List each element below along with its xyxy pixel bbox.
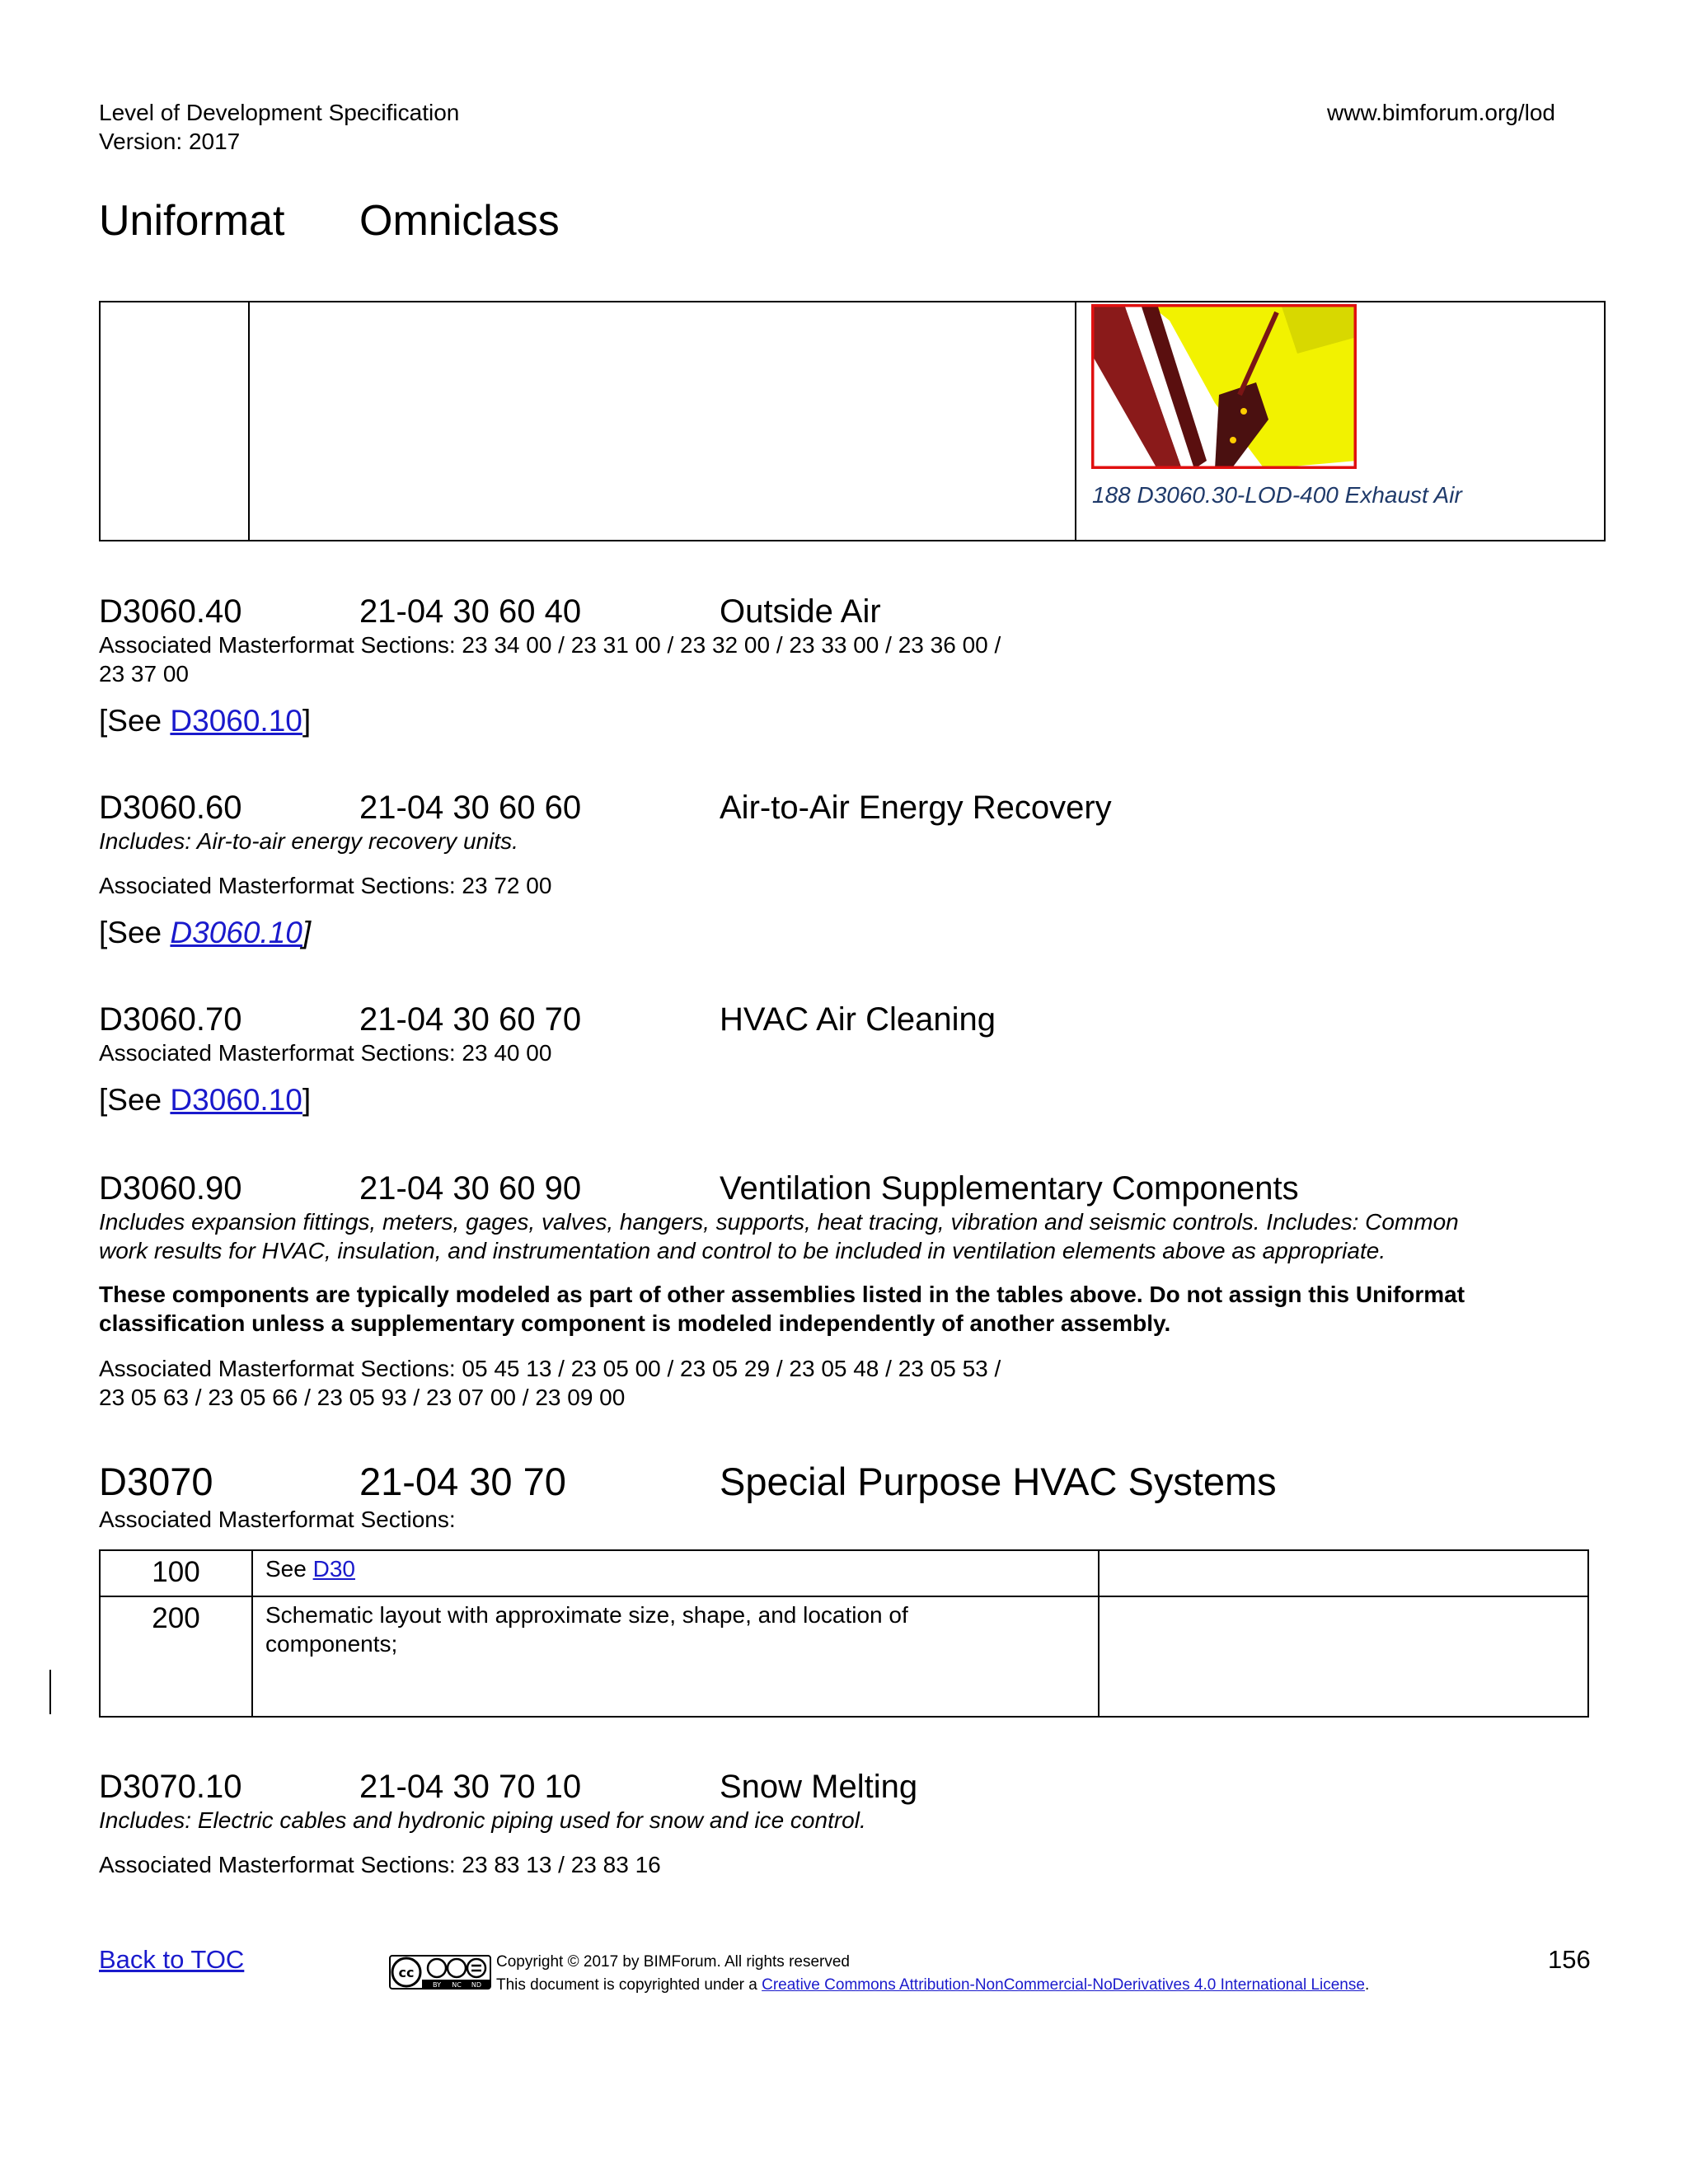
section-omniclass: 21-04 30 70 10 xyxy=(359,1769,582,1805)
section-omniclass: 21-04 30 60 70 xyxy=(359,1001,582,1038)
masterformat-sections: Associated Masterformat Sections: 05 45 13 / 23 05 00 / 23 05 29 / 23 05 48 / 23 05 53 / xyxy=(99,1356,1001,1381)
see-prefix: [See xyxy=(99,704,171,738)
copyright-notice: Copyright © 2017 by BIMForum. All rights reserved xyxy=(496,1953,851,1971)
section-omniclass: 21-04 30 60 60 xyxy=(359,790,582,826)
heading-omniclass: Omniclass xyxy=(359,197,560,245)
lod-description: Schematic layout with approximate size, shape, and location of xyxy=(265,1602,908,1628)
cc-by-nc-nd-icon xyxy=(389,1955,491,1990)
section-code: D3060.60 xyxy=(99,790,242,826)
see-link-d3060-10[interactable]: D3060.10 xyxy=(170,916,302,949)
lod-description xyxy=(265,1554,355,1583)
section-title: Air-to-Air Energy Recovery xyxy=(720,790,1112,826)
section-omniclass: 21-04 30 70 xyxy=(359,1460,566,1503)
table-divider xyxy=(1075,302,1076,540)
exhaust-air-illustration xyxy=(1091,304,1357,469)
section-omniclass: 21-04 30 60 40 xyxy=(359,593,582,630)
lod-level: 100 xyxy=(152,1556,200,1588)
see-prefix: [See xyxy=(99,916,171,949)
section-title: Snow Melting xyxy=(720,1769,918,1805)
masterformat-sections: Associated Masterformat Sections: xyxy=(99,1507,456,1532)
license-link[interactable]: Creative Commons Attribution-NonCommercial-NoDerivatives 4.0 International License xyxy=(762,1976,1365,1994)
license-prefix: This document is copyrighted under a xyxy=(496,1976,762,1994)
table-row-divider xyxy=(101,1596,1587,1597)
section-includes: Includes: Electric cables and hydronic piping used for snow and ice control. xyxy=(99,1807,866,1833)
figure-exhaust-air xyxy=(1091,304,1357,469)
text-cursor xyxy=(49,1670,51,1714)
section-code: D3070.10 xyxy=(99,1769,242,1805)
section-omniclass: 21-04 30 60 90 xyxy=(359,1170,582,1207)
lod-description-cont: components; xyxy=(265,1631,398,1657)
section-code: D3070 xyxy=(99,1460,213,1503)
lod-level: 200 xyxy=(152,1602,200,1634)
section-code: D3060.70 xyxy=(99,1001,242,1038)
see-link-d3060-10[interactable]: D3060.10 xyxy=(170,1083,302,1117)
lod-table xyxy=(99,1549,1589,1718)
section-title: Special Purpose HVAC Systems xyxy=(720,1460,1277,1503)
masterformat-sections: Associated Masterformat Sections: 23 40 00 xyxy=(99,1040,552,1066)
section-includes: Includes expansion fittings, meters, gages, valves, hangers, supports, heat tracing, vibration and seismic controls. Includes: Common xyxy=(99,1209,1459,1235)
cc-license-badge[interactable] xyxy=(389,1955,491,1990)
masterformat-sections-cont: 23 37 00 xyxy=(99,661,189,687)
see-suffix: ] xyxy=(302,1083,312,1117)
license-notice xyxy=(496,1975,1369,1995)
table-col-divider xyxy=(1098,1551,1100,1716)
section-includes-cont: work results for HVAC, insulation, and instrumentation and control to be included in ventilation elements above as appropriate. xyxy=(99,1238,1386,1263)
page-number: 156 xyxy=(1548,1945,1591,1974)
section-title: Outside Air xyxy=(720,593,881,630)
section-title: Ventilation Supplementary Components xyxy=(720,1170,1299,1207)
table-col-divider xyxy=(251,1551,253,1716)
see-link-d3060-10[interactable]: D3060.10 xyxy=(170,704,302,738)
see-prefix: [See xyxy=(99,1083,171,1117)
masterformat-sections: Associated Masterformat Sections: 23 72 00 xyxy=(99,873,552,898)
cc-nc-label: NC xyxy=(452,1981,462,1989)
doc-title: Level of Development Specification xyxy=(99,100,460,125)
table-divider xyxy=(248,302,250,540)
see-link-d30[interactable]: D30 xyxy=(312,1556,355,1582)
see-reference xyxy=(99,1082,311,1118)
masterformat-sections: Associated Masterformat Sections: 23 34 00 / 23 31 00 / 23 32 00 / 23 33 00 / 23 36 00 / xyxy=(99,632,1001,658)
cc-by-label: BY xyxy=(433,1981,441,1989)
doc-version: Version: 2017 xyxy=(99,129,241,154)
section-title: HVAC Air Cleaning xyxy=(720,1001,996,1038)
section-code: D3060.40 xyxy=(99,593,242,630)
cc-glyph: cc xyxy=(398,1965,415,1980)
see-reference xyxy=(99,703,311,739)
header-url: www.bimforum.org/lod xyxy=(1327,100,1555,125)
heading-uniformat: Uniformat xyxy=(99,197,285,245)
section-note: These components are typically modeled as part of other assemblies listed in the tables above. Do not assign this Uniformat xyxy=(99,1282,1465,1307)
section-note-cont: classification unless a supplementary component is modeled independently of another assembly. xyxy=(99,1310,1171,1336)
cc-nd-label: ND xyxy=(471,1981,482,1989)
section-includes: Includes: Air-to-air energy recovery units. xyxy=(99,828,518,854)
license-suffix: . xyxy=(1364,1976,1370,1994)
see-suffix: ] xyxy=(302,916,312,949)
masterformat-sections: Associated Masterformat Sections: 23 83 13 / 23 83 16 xyxy=(99,1852,661,1877)
masterformat-sections-cont: 23 05 63 / 23 05 66 / 23 05 93 / 23 07 00 / 23 09 00 xyxy=(99,1385,626,1410)
back-to-toc-link[interactable]: Back to TOC xyxy=(99,1945,245,1974)
see-reference xyxy=(99,915,311,951)
lod-see-prefix: See xyxy=(265,1556,313,1582)
lod-table-continued xyxy=(99,301,1606,541)
section-code: D3060.90 xyxy=(99,1170,242,1207)
figure-caption: 188 D3060.30-LOD-400 Exhaust Air xyxy=(1092,482,1462,508)
see-suffix: ] xyxy=(302,704,312,738)
